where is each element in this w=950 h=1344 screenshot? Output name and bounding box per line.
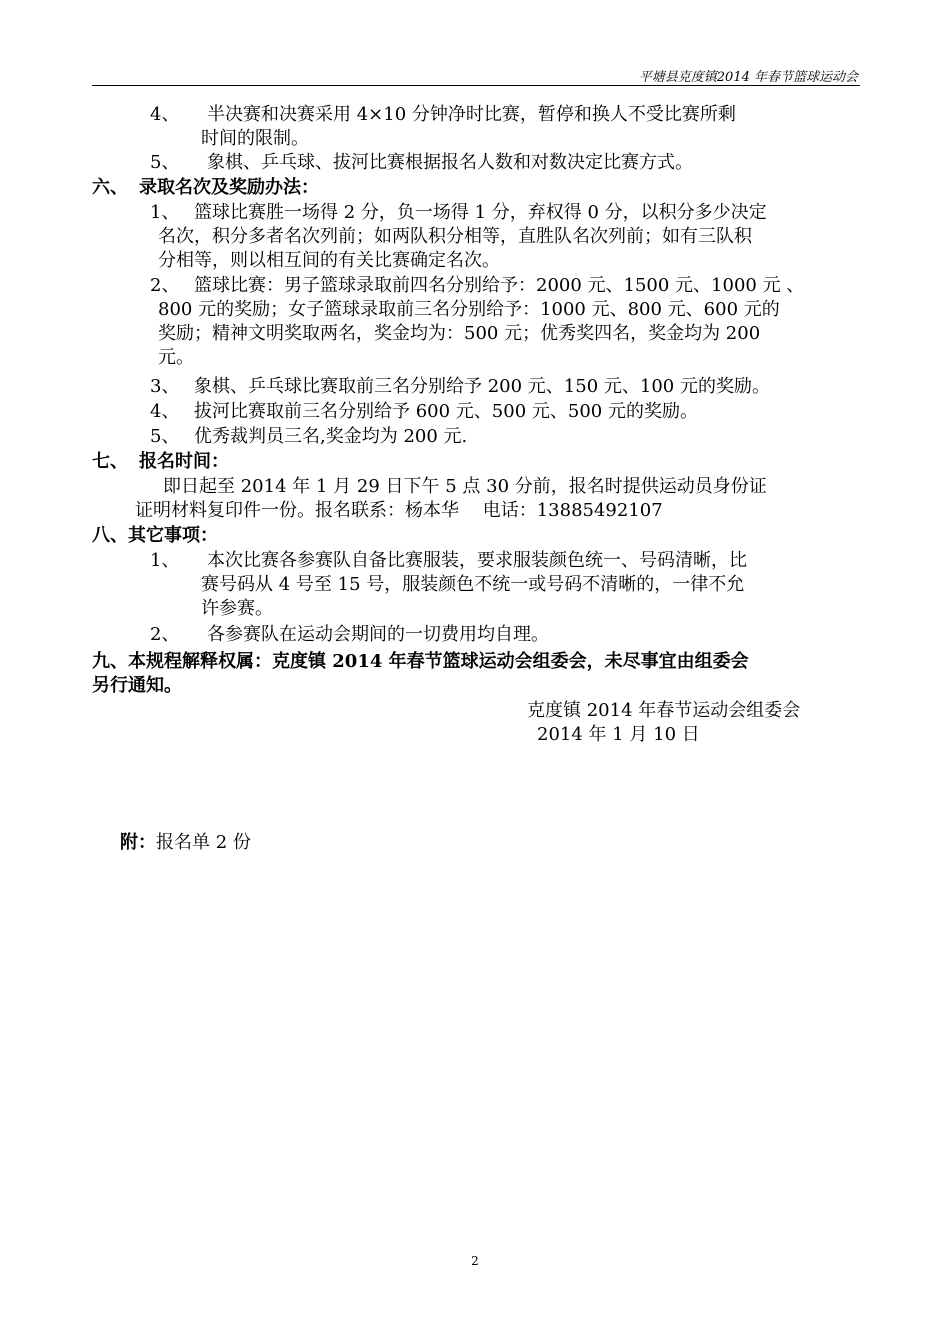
- paragraph-line: 另行通知。: [92, 675, 182, 696]
- item-number: 2、: [150, 624, 180, 645]
- paragraph-line: 优秀裁判员三名,奖金均为 200 元.: [194, 426, 468, 447]
- paragraph-line: 象棋、乒乓球、拔河比赛根据报名人数和对数决定比赛方式。: [207, 152, 693, 173]
- section-heading: 九、本规程解释权属：克度镇 2014 年春节篮球运动会组委会，未尽事宜由组委会: [92, 651, 749, 672]
- paragraph-line: 拔河比赛取前三名分别给予 600 元、500 元、500 元的奖励。: [194, 401, 698, 422]
- item-number: 4、: [150, 401, 180, 422]
- item-number: 2、: [150, 275, 180, 296]
- item-number: 1、: [150, 550, 180, 571]
- paragraph-line: 分相等，则以相互间的有关比赛确定名次。: [158, 250, 500, 271]
- section-number: 六、: [92, 177, 128, 198]
- item-number: 4、: [150, 104, 180, 125]
- item-number: 3、: [150, 376, 180, 397]
- page-header-title: 平塘县克度镇2014 年春节篮球运动会: [638, 70, 858, 85]
- paragraph-line: 800 元的奖励；女子篮球录取前三名分别给予：1000 元、800 元、600 元的: [158, 299, 780, 320]
- page-number: 2: [471, 1254, 479, 1268]
- paragraph-line: 赛号码从 4 号至 15 号，服装颜色不统一或号码不清晰的，一律不允: [201, 574, 745, 595]
- paragraph-line: 象棋、乒乓球比赛取前三名分别给予 200 元、150 元、100 元的奖励。: [194, 376, 770, 397]
- header-rule: [92, 85, 860, 86]
- paragraph-line: 奖励；精神文明奖取两名，奖金均为：500 元；优秀奖四名，奖金均为 200: [158, 323, 761, 344]
- section-number: 七、: [92, 451, 128, 472]
- attachment-text: 报名单 2 份: [156, 832, 251, 853]
- paragraph-line: 半决赛和决赛采用 4×10 分钟净时比赛，暂停和换人不受比赛所剩: [207, 104, 736, 125]
- item-number: 1、: [150, 202, 180, 223]
- paragraph-line: 证明材料复印件一份。报名联系：杨本华 电话：13885492107: [135, 500, 663, 521]
- paragraph-line: 篮球比赛：男子篮球录取前四名分别给予：2000 元、1500 元、1000 元 、: [194, 275, 805, 296]
- paragraph-line: 篮球比赛胜一场得 2 分，负一场得 1 分，弃权得 0 分，以积分多少决定: [194, 202, 767, 223]
- paragraph-line: 名次，积分多者名次列前；如两队积分相等，直胜队名次列前；如有三队积: [158, 226, 752, 247]
- paragraph-line: 即日起至 2014 年 1 月 29 日下午 5 点 30 分前，报名时提供运动员身份证: [163, 476, 767, 497]
- paragraph-line: 元。: [158, 347, 194, 368]
- item-number: 5、: [150, 426, 180, 447]
- attachment-label: 附：: [120, 832, 156, 853]
- paragraph-line: 本次比赛各参赛队自备比赛服装，要求服装颜色统一、号码清晰，比: [207, 550, 747, 571]
- item-number: 5、: [150, 152, 180, 173]
- section-heading: 录取名次及奖励办法：: [139, 177, 319, 198]
- paragraph-line: 时间的限制。: [201, 128, 309, 149]
- signature-date: 2014 年 1 月 10 日: [537, 724, 700, 745]
- paragraph-line: 许参赛。: [201, 598, 273, 619]
- section-heading: 报名时间：: [139, 451, 229, 472]
- paragraph-line: 各参赛队在运动会期间的一切费用均自理。: [207, 624, 549, 645]
- signature-organization: 克度镇 2014 年春节运动会组委会: [527, 700, 801, 721]
- section-heading: 八、其它事项：: [92, 525, 218, 546]
